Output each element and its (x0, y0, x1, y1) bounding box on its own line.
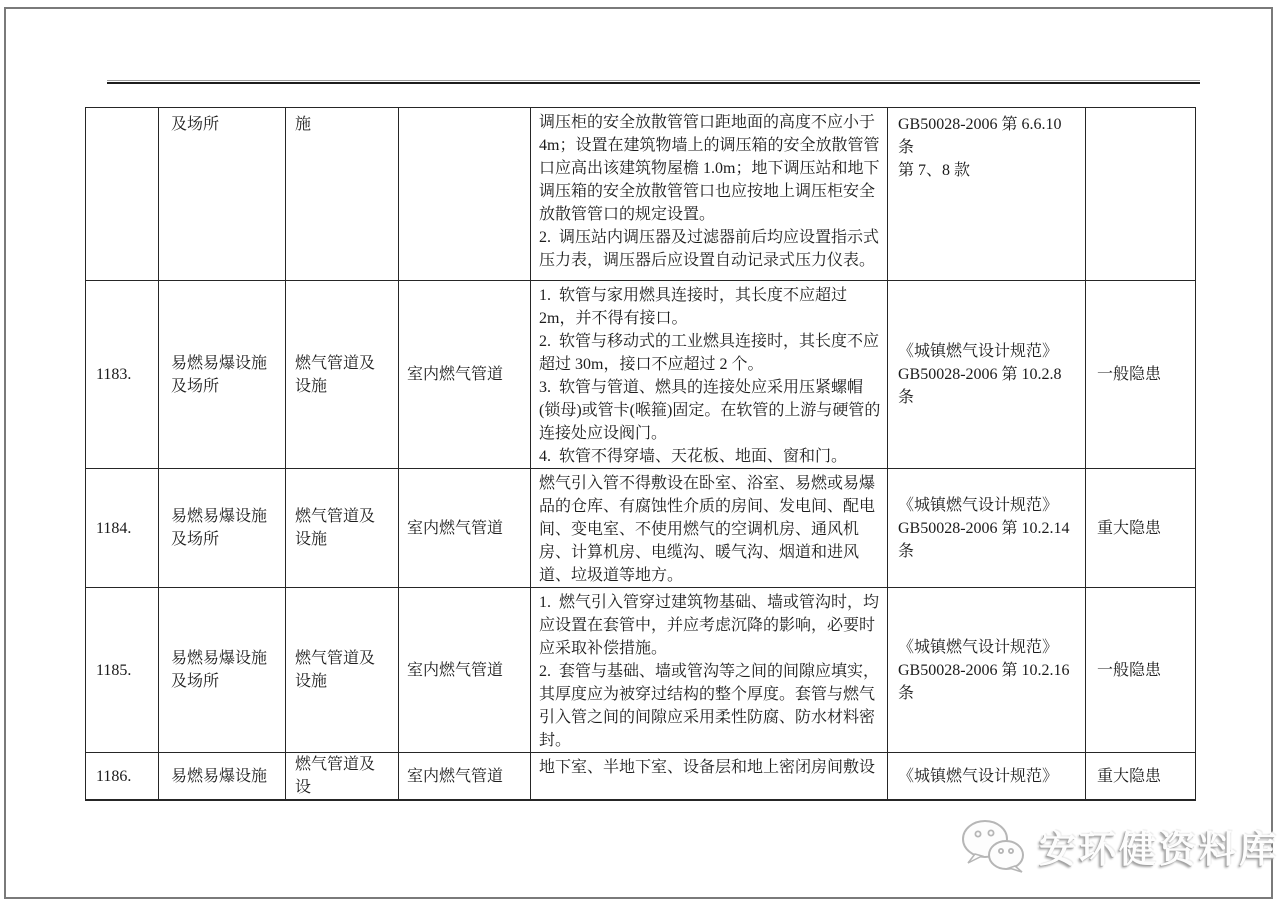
cell-reference (888, 108, 1086, 281)
hazard-checklist-table (85, 107, 1196, 801)
header-rule-thin-line (107, 80, 1200, 81)
cell-severity: 一般隐患 (1086, 281, 1196, 469)
cell-category: 易燃易爆设施及场所 (159, 281, 286, 469)
header-rule-thick-line (107, 82, 1200, 84)
description-paragraph: 1. 软管与家用燃具连接时，其长度不应超过 2m，并不得有接口。 (539, 287, 852, 327)
table-row-1184 (86, 469, 1196, 588)
reference-line: 《城镇燃气设计规范》 (898, 638, 1059, 656)
table-row-1186 (86, 753, 1196, 801)
cell-subcategory: 燃气管道及设 (286, 753, 399, 801)
description-paragraph: 4. 软管不得穿墙、天花板、地面、窗和门。 (539, 448, 848, 465)
reference-line: GB50028-2006 第 10.2.16 (898, 661, 1070, 679)
reference-line: GB50028-2006 第 10.2.14 (898, 519, 1070, 537)
reference-line: GB50028-2006 第 6.6.10 条 (898, 116, 1062, 156)
cell-item: 室内燃气管道 (399, 753, 531, 801)
cell-reference (888, 588, 1086, 753)
watermark (955, 815, 1279, 877)
cell-severity: 一般隐患 (1086, 588, 1196, 753)
reference-line: GB50028-2006 第 10.2.8 条 (898, 366, 1062, 406)
cell-category: 易燃易爆设施及场所 (159, 469, 286, 588)
reference-line: 条 (898, 542, 915, 560)
cell-item: 室内燃气管道 (399, 469, 531, 588)
cell-serial (86, 108, 159, 281)
cell-reference (888, 281, 1086, 469)
description-paragraph: 3. 软管与管道、燃具的连接处应采用压紧螺帽(锁母)或管卡(喉箍)固定。在软管的上游与硬管的连接处应设阀门。 (539, 379, 881, 442)
cell-serial: 1185. (86, 588, 159, 753)
cell-item (399, 108, 531, 281)
cell-category: 及场所 (159, 108, 286, 281)
reference-line: 《城镇燃气设计规范》 (898, 767, 1059, 785)
cell-subcategory: 燃气管道及设施 (286, 588, 399, 753)
cell-description (531, 469, 888, 588)
reference-line: 《城镇燃气设计规范》 (898, 496, 1059, 514)
cell-serial: 1186. (86, 753, 159, 801)
cell-category: 易燃易爆设施及场所 (159, 588, 286, 753)
cell-subcategory: 施 (286, 108, 399, 281)
cell-category: 易燃易爆设施 (159, 753, 286, 801)
watermark-text: 安环健资料库 (1039, 829, 1279, 870)
table-row-continuation (86, 108, 1196, 281)
wechat-icon (955, 818, 1027, 874)
reference-line: 第 7、8 款 (898, 162, 971, 179)
header-rule (107, 80, 1200, 84)
reference-line: 条 (898, 684, 915, 702)
cell-subcategory: 燃气管道及设施 (286, 469, 399, 588)
cell-item: 室内燃气管道 (399, 281, 531, 469)
description-paragraph: 2. 软管与移动式的工业燃具连接时，其长度不应超过 30m，接口不应超过 2 个。 (539, 333, 880, 373)
cell-severity: 重大隐患 (1086, 753, 1196, 801)
cell-reference (888, 469, 1086, 588)
cell-description (531, 281, 888, 469)
cell-description (531, 753, 888, 801)
description-paragraph: 2. 套管与基础、墙或管沟等之间的间隙应填实，其厚度应为被穿过结构的整个厚度。套管与燃气引入管之间的间隙应采用柔性防腐、防水材料密封。 (539, 663, 880, 749)
table-row-1185 (86, 588, 1196, 753)
description-paragraph: 地下室、半地下室、设备层和地上密闭房间敷设 (539, 759, 876, 776)
reference-line: 《城镇燃气设计规范》 (898, 343, 1059, 360)
description-paragraph: 调压柜的安全放散管管口距地面的高度不应小于4m；设置在建筑物墙上的调压箱的安全放散管管口应高出该建筑物屋檐 1.0m；地下调压站和地下调压箱的安全放散管管口也应按地上调压柜安全放散管管口的规定设置。 (539, 114, 880, 223)
cell-subcategory: 燃气管道及设施 (286, 281, 399, 469)
cell-severity: 重大隐患 (1086, 469, 1196, 588)
description-paragraph: 2. 调压站内调压器及过滤器前后均应设置指示式压力表，调压器后应设置自动记录式压力仪表。 (539, 229, 880, 269)
cell-serial: 1184. (86, 469, 159, 588)
cell-description (531, 108, 888, 281)
cell-serial: 1183. (86, 281, 159, 469)
cell-description (531, 588, 888, 753)
cell-item: 室内燃气管道 (399, 588, 531, 753)
table-row-1183 (86, 281, 1196, 469)
cell-severity (1086, 108, 1196, 281)
description-paragraph: 燃气引入管不得敷设在卧室、浴室、易燃或易爆品的仓库、有腐蚀性介质的房间、发电间、配电间、变电室、不使用燃气的空调机房、通风机房、计算机房、电缆沟、暖气沟、烟道和进风道、垃圾道等地方。 (539, 475, 876, 584)
description-paragraph: 1. 燃气引入管穿过建筑物基础、墙或管沟时，均应设置在套管中，并应考虑沉降的影响，必要时应采取补偿措施。 (539, 594, 880, 657)
cell-reference (888, 753, 1086, 801)
